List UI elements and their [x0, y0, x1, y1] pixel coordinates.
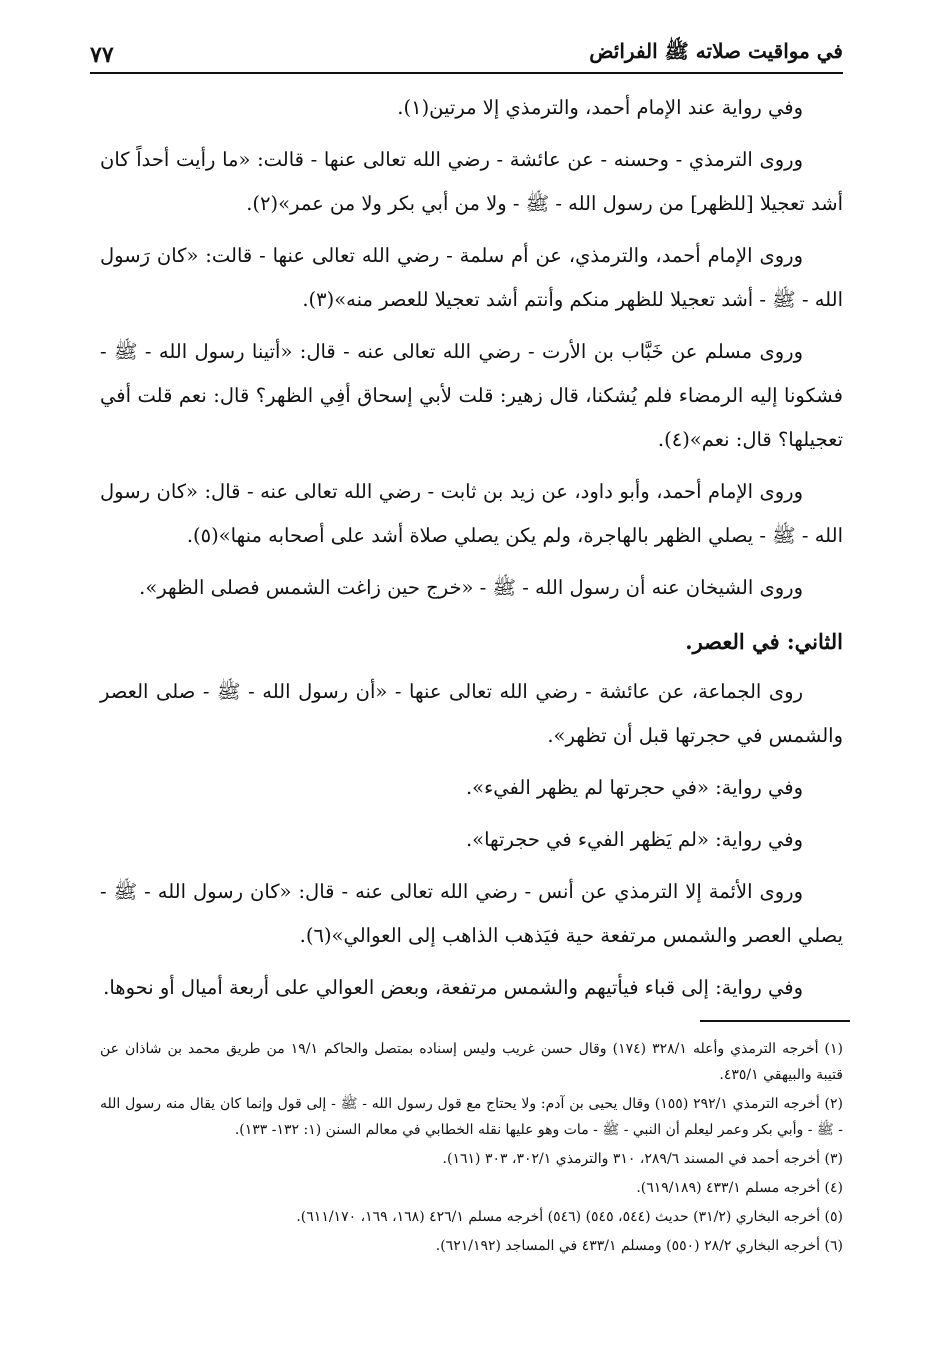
- footnote-rule: [700, 1020, 850, 1022]
- paragraph: وروى الأئمة إلا الترمذي عن أنس - رضي الله تعالى عنه - قال: «كان رسول الله - ﷺ - يصلي العصر والشمس مرتفعة حية فيَذهب الذاهب إلى العوالي»(٦).: [100, 880, 843, 947]
- footnote: (٤) أخرجه مسلم ٤٣٣/١ (٦١٩/١٨٩).: [636, 1180, 843, 1196]
- footnote: (٣) أخرجه أحمد في المسند ٢٨٩/٦، ٣١٠ والترمذي ٣٠٢/١، ٣٠٣ (١٦١).: [442, 1151, 843, 1167]
- paragraph: وفي رواية عند الإمام أحمد، والترمذي إلا مرتين(١).: [397, 96, 803, 119]
- footnotes: [100, 1036, 843, 1262]
- paragraph: وفي رواية: «لم يَظهر الفيء في حجرتها».: [465, 828, 803, 851]
- footnote: (١) أخرجه الترمذي وأعله ٣٢٨/١ (١٧٤) وقال حسن غريب وليس إسناده بمتصل والحاكم ١٩/١ من طريق محمد بن شاذان عن قتيبة والبيهقي ٤٣٥/١.: [100, 1041, 843, 1083]
- header-rule: [90, 72, 843, 74]
- footnote: (٢) أخرجه الترمذي ٢٩٢/١ (١٥٥) وقال يحيى بن آدم: ولا يحتاج مع قول رسول الله - ﷺ - إلى قول وإنما كان يقال منه رسول الله - ﷺ - وأبي بكر وعمر ليعلم أن النبي - ﷺ - مات وهو عليها نقله الخطابي في معالم السنن (١: ١٣٢- ١٣٣).: [100, 1096, 844, 1138]
- paragraph: وفي رواية: «في حجرتها لم يظهر الفيء».: [465, 776, 803, 799]
- section-heading: الثاني: في العصر.: [685, 629, 843, 654]
- main-text: [100, 86, 843, 1018]
- paragraph: روى الجماعة، عن عائشة - رضي الله تعالى عنها - «أن رسول الله - ﷺ - صلى العصر والشمس في حجرتها قبل أن تظهر».: [100, 680, 843, 747]
- paragraph: وروى الترمذي - وحسنه - عن عائشة - رضي الله تعالى عنها - قالت: «ما رأيت أحداً كان أشد تعجيلا [للظهر] من رسول الله - ﷺ - ولا من أبي بكر ولا من عمر»(٢).: [100, 148, 843, 215]
- header-title: في مواقيت صلاته ﷺ الفرائض: [589, 39, 843, 63]
- paragraph: وروى الشيخان عنه أن رسول الله - ﷺ - «خرج حين زاغت الشمس فصلى الظهر».: [139, 576, 803, 599]
- footnote: (٥) أخرجه البخاري (٣١/٢) حديث (٥٤٤، ٥٤٥) (٥٤٦) أخرجه مسلم ٤٢٦/١ (١٦٨، ١٦٩، ٦١١/١٧٠).: [296, 1209, 843, 1225]
- paragraph: وروى الإمام أحمد، والترمذي، عن أم سلمة - رضي الله تعالى عنها - قالت: «كان رَسول الله - ﷺ - أشد تعجيلا للظهر منكم وأنتم أشد تعجيلا للعصر منه»(٣).: [100, 244, 843, 311]
- running-header: [90, 24, 843, 68]
- page-number: ٧٧: [90, 42, 114, 68]
- paragraph: وروى الإمام أحمد، وأبو داود، عن زيد بن ثابت - رضي الله تعالى عنه - قال: «كان رسول الله - ﷺ - يصلي الظهر بالهاجرة، ولم يكن يصلي صلاة أشد على أصحابه منها»(٥).: [100, 480, 843, 547]
- footnote: (٦) أخرجه البخاري ٢٨/٢ (٥٥٠) ومسلم ٤٣٣/١ في المساجد (٦٢١/١٩٢).: [435, 1238, 843, 1254]
- paragraph: وفي رواية: إلى قباء فيأتيهم والشمس مرتفعة، وبعض العوالي على أربعة أميال أو نحوها.: [103, 976, 803, 999]
- paragraph: وروى مسلم عن خَبَّاب بن الأرت - رضي الله تعالى عنه - قال: «أتينا رسول الله - ﷺ - فشكونا إليه الرمضاء فلم يُشكنا، قال زهير: قلت لأبي إسحاق أفِي الظهر؟ قال: نعم قلت أفي تعجيلها؟ قال: نعم»(٤).: [100, 340, 843, 451]
